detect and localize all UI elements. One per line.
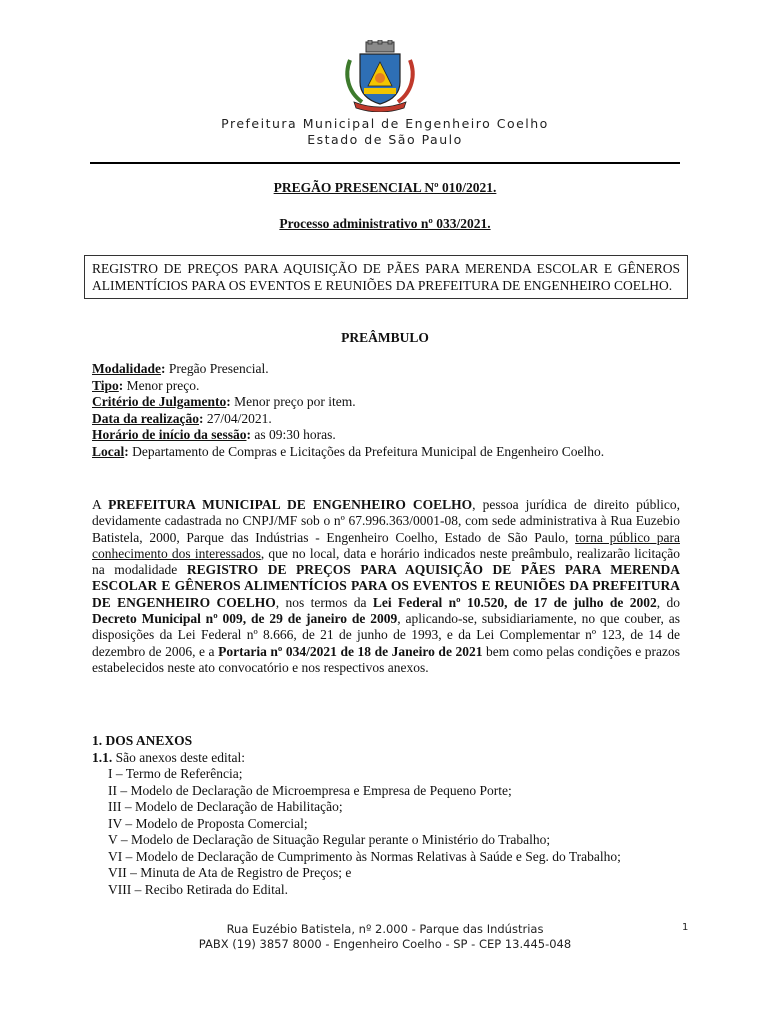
subsection-line xyxy=(92,750,680,767)
field-local: Local: Departamento de Compras e Licitações da Prefeitura Municipal de Engenheiro Coelho. xyxy=(92,443,605,459)
field-value: Departamento de Compras e Licitações da Prefeitura Municipal de Engenheiro Coelho. xyxy=(128,443,605,459)
bold-run: REGISTRO DE PREÇOS PARA AQUISIÇÃO DE PÃES PARA MERENDA ESCOLAR E GÊNEROS ALIMENTÍCIOS PARA OS EVENTOS E REUNIÕES DA PREFEITURA DE ENGENHEIRO COELHO xyxy=(92,562,680,610)
header-divider xyxy=(90,162,680,164)
annex-item: VII – Minuta de Ata de Registro de Preços; e xyxy=(108,865,352,880)
page-number: 1 xyxy=(682,922,689,933)
field-value: Pregão Presencial. xyxy=(165,361,269,376)
pregao-title: PREGÃO PRESENCIAL Nº 010/2021. xyxy=(273,180,497,195)
annex-item: VI – Modelo de Declaração de Cumprimento às Normas Relativas à Saúde e Seg. do Trabalho; xyxy=(108,848,621,864)
text-run: , pessoa jurídica de direito público, devidamente cadastrada no CNPJ/MF sob o nº 67.996.363/0001-08, com sede administrativa à Rua Euzebio Batistela, 2000, Parque das Indústrias - Engenheiro Coelho, Estado de São Paulo, xyxy=(92,497,680,545)
text-run: , do xyxy=(656,594,680,610)
text-run: , nos termos da xyxy=(275,594,373,610)
field-value: 27/04/2021. xyxy=(203,410,272,426)
footer-address: Rua Euzébio Batistela, nº 2.000 - Parque das Indústrias xyxy=(226,922,544,936)
field-label: Data da realização xyxy=(92,410,199,426)
field-label: Modalidade xyxy=(92,361,162,376)
field-modalidade: Modalidade: Pregão Presencial. xyxy=(92,361,269,376)
subsection-text: São anexos deste edital: xyxy=(112,749,245,765)
header-state: Estado de São Paulo xyxy=(307,132,463,147)
annex-item: VIII – Recibo Retirada do Edital. xyxy=(108,881,288,897)
bold-run: Portaria nº 034/2021 de 18 de Janeiro de 2021 xyxy=(218,643,483,659)
preambulo-paragraph xyxy=(92,497,680,676)
municipal-coat-of-arms xyxy=(340,40,420,112)
annex-item: I – Termo de Referência; xyxy=(108,766,243,781)
annex-item: III – Modelo de Declaração de Habilitação; xyxy=(108,799,343,814)
field-value: as 09:30 horas. xyxy=(251,427,336,442)
underlined-run: torna público para conhecimento dos interessados xyxy=(92,529,680,561)
text-run: bem como pelas condições e prazos estabelecidos neste ato convocatório e nos respectivos anexos. xyxy=(92,643,680,675)
field-label: Local xyxy=(92,443,125,459)
bold-run: PREFEITURA MUNICIPAL DE ENGENHEIRO COELHO xyxy=(108,497,473,512)
field-value: Menor preço por item. xyxy=(230,394,356,409)
annex-item: IV – Modelo de Proposta Comercial; xyxy=(108,815,308,831)
field-data: Data da realização: 27/04/2021. xyxy=(92,410,272,426)
text-run: A xyxy=(92,497,109,512)
text-run: , que no local, data e horário indicados neste preâmbulo, realizarão licitação na modalidade xyxy=(92,545,680,578)
processo-title: Processo administrativo nº 033/2021. xyxy=(279,216,491,231)
section-heading: 1. DOS ANEXOS xyxy=(92,733,193,748)
bold-run: Lei Federal nº 10.520, de 17 de julho de 2002 xyxy=(372,594,657,610)
object-box: REGISTRO DE PREÇOS PARA AQUISIÇÃO DE PÃES PARA MERENDA ESCOLAR E GÊNEROS ALIMENTÍCIOS PARA OS EVENTOS E REUNIÕES DA PREFEITURA DE ENGENHEIRO COELHO. xyxy=(84,255,688,299)
field-label: Horário de início da sessão xyxy=(92,427,247,442)
bold-run: Decreto Municipal nº 009, de 29 de janeiro de 2009 xyxy=(92,611,398,627)
preambulo-fields xyxy=(92,361,680,460)
field-value: Menor preço. xyxy=(123,377,200,393)
field-horario: Horário de início da sessão: as 09:30 horas. xyxy=(92,427,336,442)
field-label: Tipo xyxy=(92,377,119,393)
section-anexos xyxy=(92,733,680,898)
preambulo-heading: PREÂMBULO xyxy=(341,330,429,345)
text-run: , aplicando-se, subsidiariamente, no que couber, as disposições da Lei Federal nº 8.666, de 21 de junho de 1993, e da Lei Complementar nº 123, de 14 de dezembro de 2006, e a xyxy=(92,611,680,659)
annex-item: V – Modelo de Declaração de Situação Regular perante o Ministério do Trabalho; xyxy=(108,832,551,847)
header-municipality: Prefeitura Municipal de Engenheiro Coelho xyxy=(221,116,549,131)
field-tipo: Tipo: Menor preço. xyxy=(92,377,200,393)
field-label: Critério de Julgamento xyxy=(92,394,227,409)
field-criterio: Critério de Julgamento: Menor preço por item. xyxy=(92,394,356,409)
subsection-number: 1.1. xyxy=(92,749,113,765)
footer-contact: PABX (19) 3857 8000 - Engenheiro Coelho - SP - CEP 13.445-048 xyxy=(198,937,572,951)
annex-item: II – Modelo de Declaração de Microempresa e Empresa de Pequeno Porte; xyxy=(108,782,512,798)
